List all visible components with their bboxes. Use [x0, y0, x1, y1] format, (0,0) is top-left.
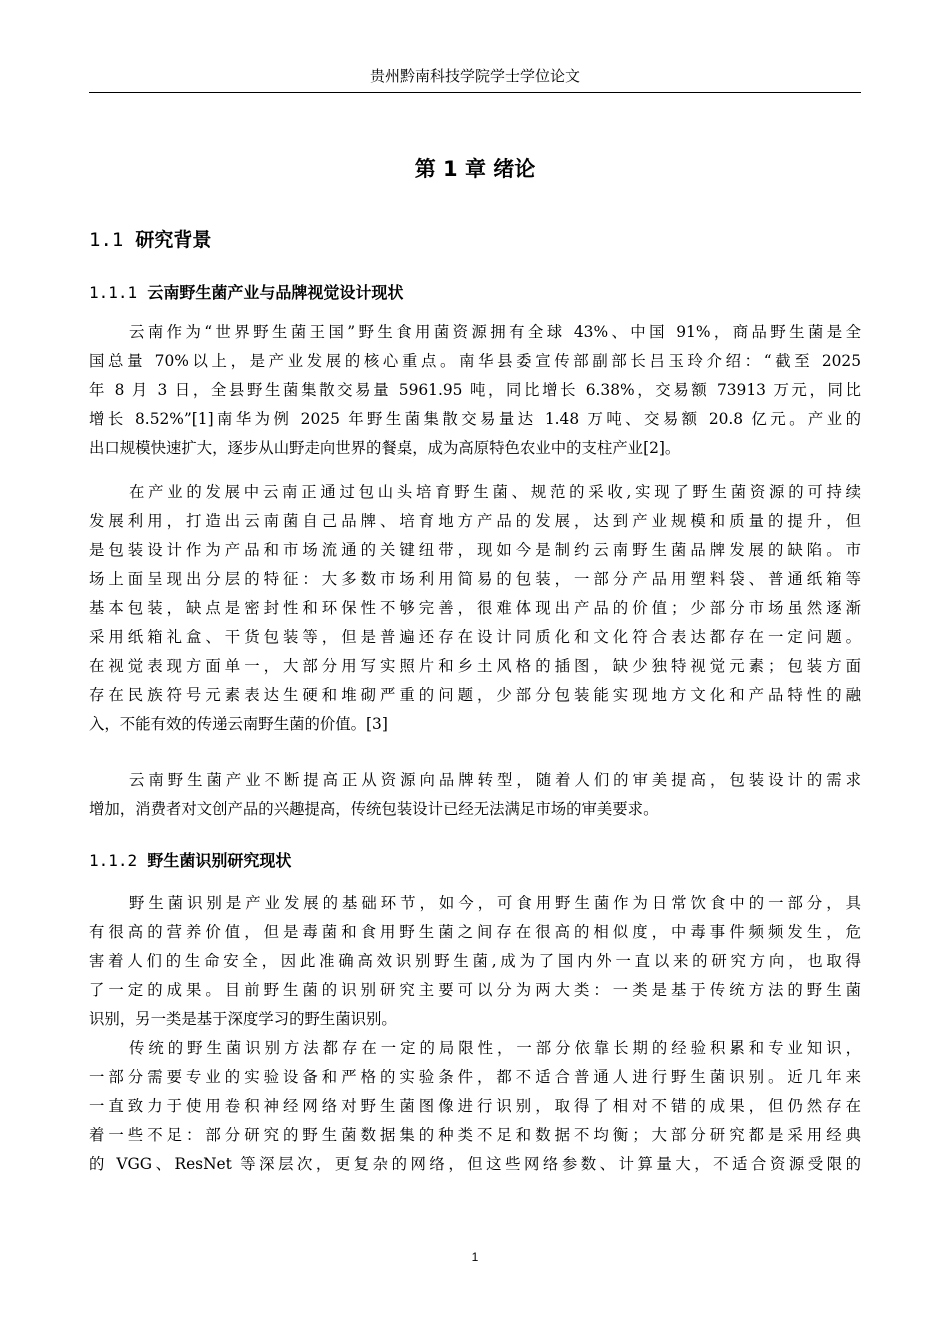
running-header: 贵州黔南科技学院学士学位论文: [369, 67, 580, 85]
subsection-number: 1.1.2: [89, 851, 138, 870]
paragraph-line: 的 VGG、ResNet 等深层次，更复杂的网络，但这些网络参数、计算量大，不适合资源受限的: [89, 1155, 861, 1173]
paragraph-line: 害着人们的生命安全，因此准确高效识别野生菌,成为了国内外一直以来的研究方向，也取得: [89, 952, 861, 970]
paragraph-line: 增加，消费者对文创产品的兴趣提高，传统包装设计已经无法满足市场的审美要求。: [89, 800, 659, 818]
chapter-title: 第 1 章 绪论: [414, 157, 536, 181]
paragraph: [89, 889, 861, 1034]
subsection-heading: [89, 280, 403, 306]
paragraph-line: 一直致力于使用卷积神经网络对野生菌图像进行识别，取得了相对不错的成果，但仍然存在: [89, 1097, 861, 1115]
paragraph: [89, 1034, 861, 1179]
subsection-heading: [89, 848, 291, 874]
paragraph-line: 了一定的成果。目前野生菌的识别研究主要可以分为两大类：一类是基于传统方法的野生菌: [89, 981, 861, 999]
subsection-number: 1.1.1: [89, 283, 138, 302]
section-heading: [89, 225, 211, 255]
section-number: 1.1: [89, 229, 124, 251]
paragraph-line: 云南野生菌产业不断提高正从资源向品牌转型，随着人们的审美提高，包装设计的需求: [129, 771, 861, 789]
paragraph-line: 传统的野生菌识别方法都存在一定的局限性，一部分依靠长期的经验积累和专业知识，: [129, 1039, 861, 1057]
paragraph-line: 着一些不足：部分研究的野生菌数据集的种类不足和数据不均衡；大部分研究都是采用经典: [89, 1126, 861, 1144]
page-number: 1: [471, 1250, 479, 1264]
paragraph-line: 场上面呈现出分层的特征：大多数市场利用简易的包装，一部分产品用塑料袋、普通纸箱等: [89, 570, 861, 588]
paragraph-line: 识别，另一类是基于深度学习的野生菌识别。: [89, 1010, 397, 1028]
paragraph-line: 有很高的营养价值，但是毒菌和食用野生菌之间存在很高的相似度，中毒事件频频发生，危: [89, 923, 861, 941]
paragraph-line: 云南作为“世界野生菌王国”野生食用菌资源拥有全球 43%、中国 91%，商品野生菌是全: [129, 323, 861, 341]
paragraph-line: 基本包装，缺点是密封性和环保性不够完善，很难体现出产品的价值；少部分市场虽然逐渐: [89, 599, 861, 617]
paragraph-line: 发展利用，打造出云南菌自己品牌、培育地方产品的发展，达到产业规模和质量的提升，但: [89, 512, 861, 530]
paragraph-line: 野生菌识别是产业发展的基础环节，如今，可食用野生菌作为日常饮食中的一部分，具: [129, 894, 861, 912]
paragraph-line: 出口规模快速扩大，逐步从山野走向世界的餐桌，成为高原特色农业中的支柱产业[2]。: [89, 439, 681, 457]
paragraph-line: 是包装设计作为产品和市场流通的关键纽带，现如今是制约云南野生菌品牌发展的缺陷。市: [89, 541, 861, 559]
paragraph-line: 在视觉表现方面单一，大部分用写实照片和乡土风格的插图，缺少独特视觉元素；包装方面: [89, 657, 861, 675]
paragraph-line: 一部分需要专业的实验设备和严格的实验条件，都不适合普通人进行野生菌识别。近几年来: [89, 1068, 861, 1086]
paragraph-line: 存在民族符号元素表达生硬和堆砌严重的问题，少部分包装能实现地方文化和产品特性的融: [89, 686, 861, 704]
paragraph-line: 在产业的发展中云南正通过包山头培育野生菌、规范的采收,实现了野生菌资源的可持续: [129, 483, 861, 501]
paragraph: [89, 766, 861, 824]
subsection-title: 云南野生菌产业与品牌视觉设计现状: [147, 283, 404, 302]
paragraph-line: 采用纸箱礼盒、干货包装等，但是普遍还存在设计同质化和文化符合表达都存在一定问题。: [89, 628, 861, 646]
section-title: 研究背景: [135, 229, 212, 251]
paragraph: [89, 318, 861, 463]
paragraph-line: 增长 8.52%”[1]南华为例 2025 年野生菌集散交易量达 1.48 万吨、交易额 20.8 亿元。产业的: [89, 410, 861, 428]
paragraph-line: 国总量 70%以上，是产业发展的核心重点。南华县委宣传部副部长吕玉玲介绍：“截至 2025: [89, 352, 861, 370]
paragraph: [89, 478, 861, 739]
paragraph-line: 年 8 月 3 日，全县野生菌集散交易量 5961.95 吨，同比增长 6.38%，交易额 73913 万元，同比: [89, 381, 861, 399]
subsection-title: 野生菌识别研究现状: [147, 851, 292, 870]
paragraph-line: 入，不能有效的传递云南野生菌的价值。[3]: [89, 715, 388, 733]
header-rule: [89, 92, 861, 93]
